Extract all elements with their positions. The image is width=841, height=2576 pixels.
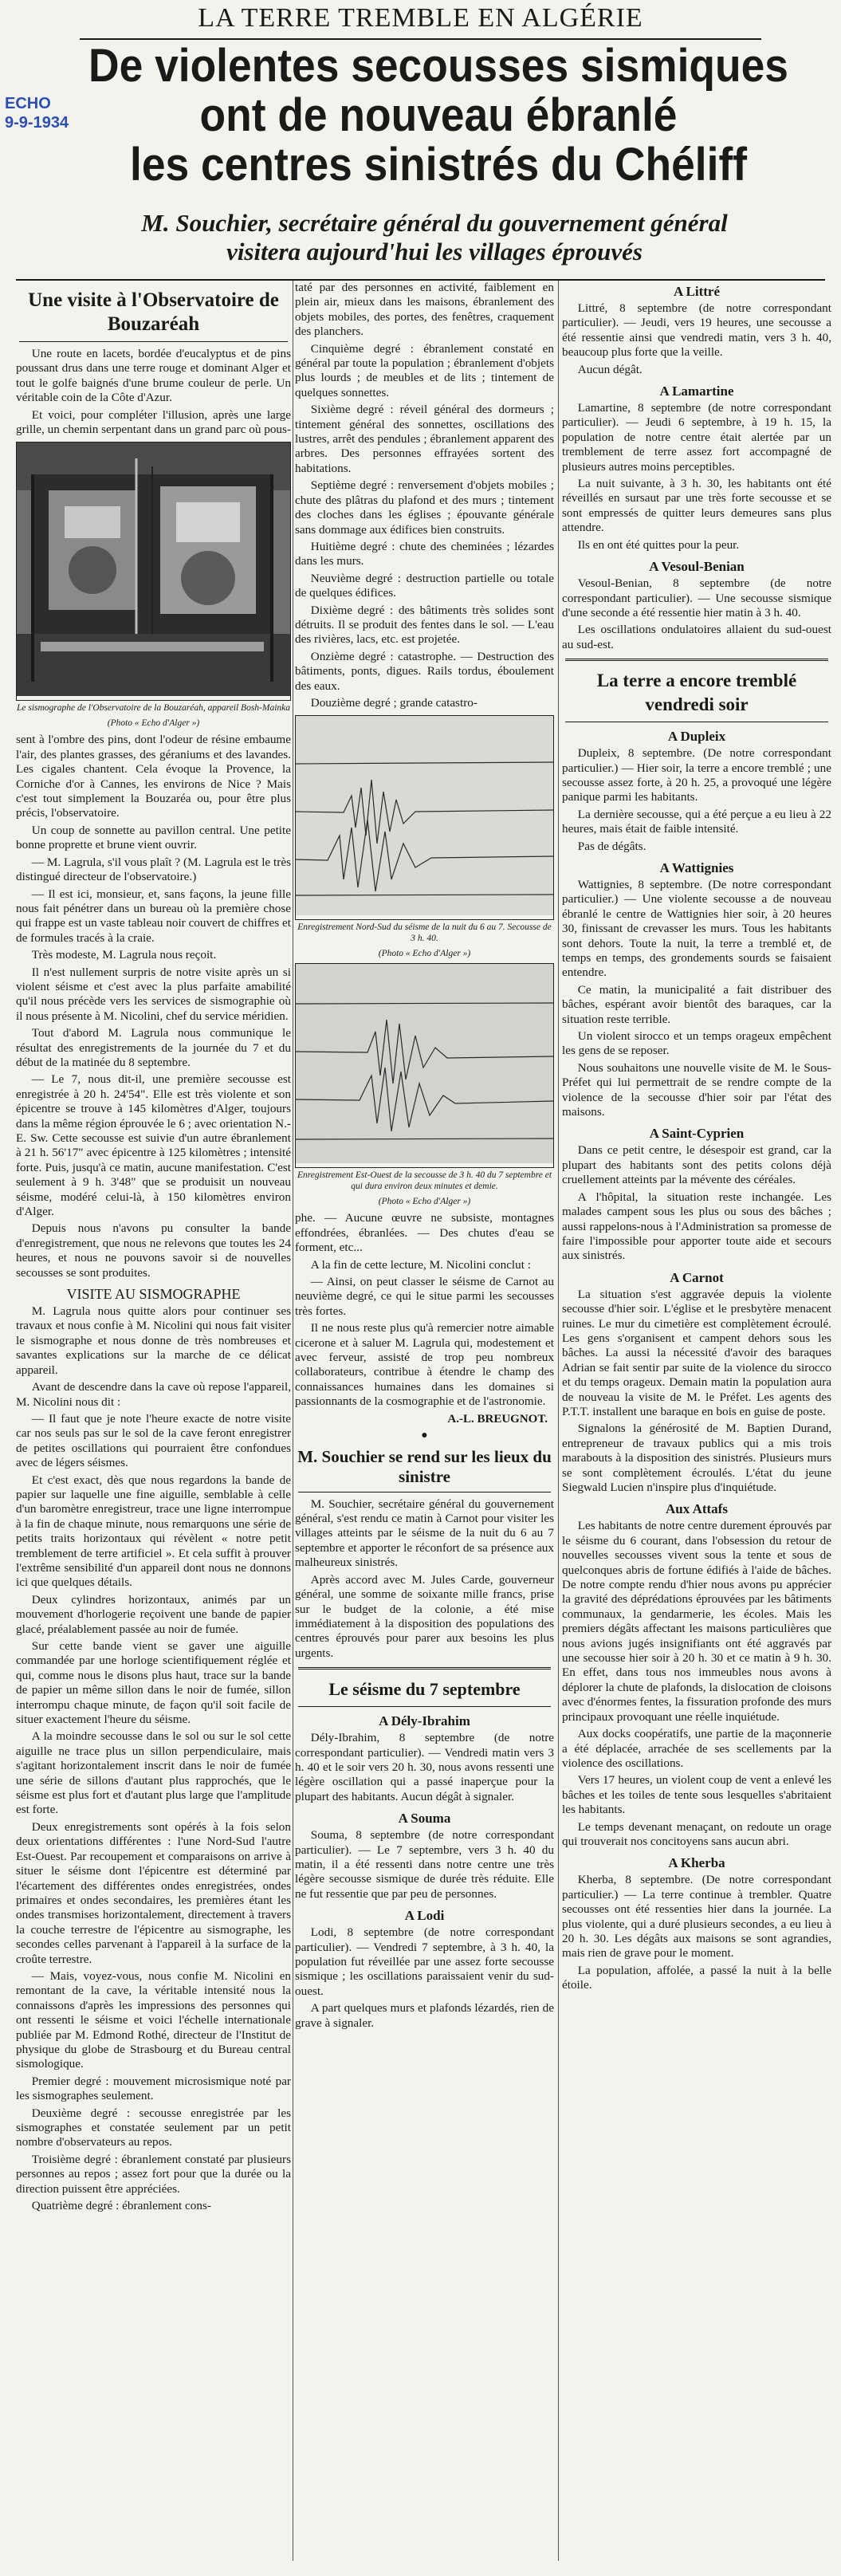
paragraph: La population, affolée, a passé la nuit à la belle étoile. bbox=[562, 1963, 831, 1992]
paragraph: Nous souhaitons une nouvelle visite de M. le Sous-Préfet qui lui permettrait de se rendre compte de la violence de la secousse d'hier soir par l'état des maisons. bbox=[562, 1060, 831, 1119]
article-heading-observatory: Une visite à l'Observatoire de Bouzaréah bbox=[28, 289, 279, 335]
stamp-date: 9-9-1934 bbox=[5, 114, 69, 132]
paragraph: Depuis nous n'avons pu consulter la bande d'enregistrement, que nous ne relevons que toutes les 24 heures, et nous ne pouvons savoir si de nouvelles secousses se sont produites. bbox=[16, 1221, 291, 1280]
paragraph: — Ainsi, on peut classer le séisme de Carnot au neuvième degré, ce qui le situe parmi les secousses très fortes. bbox=[295, 1275, 554, 1318]
paragraph: Quatrième degré : ébranlement cons- bbox=[31, 2199, 211, 2213]
paragraph: Une route en lacets, bordée d'eucalyptus et de pins poussant drus dans une terre rouge et dominant Alger et tout le golfe baignés d'une brume couleur de perle. Un véritable coin de la Côte d'Azur. bbox=[16, 347, 291, 405]
town-heading: A Kherba bbox=[668, 1855, 725, 1871]
stamp-source: ECHO bbox=[5, 95, 51, 112]
paragraph: Dixième degré : des bâtiments très solides sont détruits. Il se produit des fentes dans le sol. — L'eau des rivières, lacs, etc. est projetée. bbox=[295, 603, 554, 647]
paragraph: Pas de dégâts. bbox=[577, 839, 646, 853]
paragraph: Vesoul-Benian, 8 septembre (de notre correspondant particulier). — Une secousse sismique d'une seconde a été ressentie hier matin à 3 h. 40. bbox=[562, 576, 831, 619]
paragraph: Ils en ont été quittes pour la peur. bbox=[577, 537, 740, 552]
headline-line: De violentes secousses sismiques bbox=[88, 40, 788, 92]
section-double-rule bbox=[565, 659, 828, 661]
seismograph-photo bbox=[16, 442, 291, 701]
town-heading: A Lamartine bbox=[659, 383, 734, 399]
town-heading: A Lodi bbox=[404, 1908, 445, 1924]
deck-line: visitera aujourd'hui les villages éprouvés bbox=[226, 238, 643, 265]
deck-line: M. Souchier, secrétaire général du gouvernement général bbox=[141, 209, 728, 237]
column-2 bbox=[295, 281, 554, 2033]
paragraph: Signalons la générosité de M. Baptien Durand, entrepreneur de travaux publics qui a mis trois marabouts à la disposition des sinistrés. Plusieurs murs se sont complètement écroulés. L'état du jeune Siegwald Lucien n'inspire plus d'inquiétude. bbox=[562, 1422, 831, 1494]
subheadline bbox=[56, 209, 813, 266]
paragraph: Aucun dégât. bbox=[577, 362, 643, 376]
section-double-rule bbox=[298, 1667, 551, 1669]
paragraph: — M. Lagrula, s'il vous plaît ? (M. Lagrula est le très distingué directeur de l'observatoire.) bbox=[16, 855, 291, 884]
paragraph: Ce matin, la municipalité a fait distribuer des bâches, espérant avoir bientôt des baraques, car la situation reste terrible. bbox=[562, 982, 831, 1026]
figure-caption-ew: Enregistrement Est-Ouest de la secousse de 3 h. 40 du 7 septembre et qui dura environ deux minutes et demie. bbox=[297, 1170, 552, 1192]
paragraph: Les oscillations ondulatoires allaient du sud-ouest au sud-est. bbox=[562, 623, 831, 651]
town-heading: A Souma bbox=[398, 1811, 451, 1827]
article-heading-souchier: M. Souchier se rend sur les lieux du sinistre bbox=[297, 1446, 552, 1486]
paragraph: Cinquième degré : ébranlement constaté en général par toute la population ; ébranlement d'objets plus lourds ; de meubles et de lits ; tintement de quelques sonnettes. bbox=[295, 341, 554, 399]
paragraph: Lodi, 8 septembre (de notre correspondant particulier). — Vendredi 7 septembre, à 3 h. 40, la population fut réveillée par une assez forte secousse sismique ; les oscillations paraissaient venir du sud-ouest. bbox=[295, 1925, 554, 1998]
paragraph: phe. — Aucune œuvre ne subsiste, montagnes effondrées, ébranlées. — Des chutes d'eau se forment, etc... bbox=[295, 1211, 554, 1255]
paragraph: Kherba, 8 septembre. (De notre correspondant particulier.) — La terre continue à trembler. Quatre secousses ont été ressenties hier dans la journée. La plus violente, qui a duré plusieurs secondes, a eu lieu à 20 h. 30. Les dégâts aux maisons se sont agrandies, mais rien de grave pour le moment. bbox=[562, 1873, 831, 1961]
paragraph: Littré, 8 septembre (de notre correspondant particulier). — Jeudi, vers 19 heures, une secousse a été ressentie ainsi que vendredi matin, vers 3 h. 40, beaucoup plus forte que la veille. bbox=[562, 301, 831, 360]
paragraph: A part quelques murs et plafonds lézardés, rien de grave à signaler. bbox=[295, 2001, 554, 2030]
column-3 bbox=[562, 281, 831, 2569]
paragraph: Et voici, pour compléter l'illusion, après une large grille, un chemin serpentant dans un grand parc où pous- bbox=[16, 407, 291, 437]
paragraph: Et c'est exact, dès que nous regardons la bande de papier sur laquelle une fine aiguille, semblable à celle d'un baromètre enregistreur, trace une ligne interrompue à la fin de chaque minute, nous remarquons une série de petits traits horizontaux qui révèlent « notre petit tremblement de terre artificiel ». Et cela suffit à prouver l'extrême sensibilité d'un appareil dont nous ne donnons ici que quelques détails. bbox=[16, 1473, 291, 1590]
byline: A.-L. BREUGNOT. bbox=[447, 1412, 548, 1426]
paragraph: — Il est ici, monsieur, et, sans façons, la jeune fille nous fait pénétrer dans un bureau où la première chose qui frappe est un vaste tableau noir couvert de chiffres et de formules tracés à la craie. bbox=[16, 887, 291, 945]
heading-rule bbox=[298, 1492, 551, 1493]
paragraph: sent à l'ombre des pins, dont l'odeur de résine embaume l'air, des plantes grasses, des géraniums et des lavandes. Les cigales chantent. Cela évoque la Provence, la Corniche d'or à Cannes, les environs de Nice ? Mais c'est tout simplement la Bouzaréa ou, pour être plus précis, l'observatoire. bbox=[16, 733, 291, 820]
paragraph: Après accord avec M. Jules Carde, gouverneur général, une somme de soixante mille francs, prise sur le budget de la colonie, a été mise immédiatement à la disposition des populations des centres éprouvés pour parer aux besoins les plus urgents. bbox=[295, 1572, 554, 1660]
paragraph: Wattignies, 8 septembre. (De notre correspondant particulier.) — Une violente secousse a de nouveau ébranlé le centre de Wattignies hier soir, à 20 heures 30, finissant de crevasser les murs. Tous les habitants sont dehors. Toute la nuit, la terre a tremblé et, de temps en temps, des grondements sourds se faisaient entendre. bbox=[562, 877, 831, 980]
paragraph: Septième degré : renversement d'objets mobiles ; chute des plâtras du plafond et des murs ; tintement des cloches dans les églises ; épouvante générale sans dommage aux édifices bien construits. bbox=[295, 478, 554, 537]
headline-line: les centres sinistrés du Chéliff bbox=[129, 139, 747, 191]
town-heading: A Carnot bbox=[670, 1269, 724, 1285]
paragraph: Un violent sirocco et un temps orageux empêchent les gens de se reposer. bbox=[562, 1029, 831, 1058]
paragraph: Souma, 8 septembre (de notre correspondant particulier). — Le 7 septembre, vers 3 h. 40 du matin, il a été ressenti dans notre centre une très légère secousse sismique de durée très réduite. Elle ne fut ressentie que par peu de personnes. bbox=[295, 1828, 554, 1901]
town-heading: A Dupleix bbox=[667, 729, 726, 745]
town-heading: A Dély-Ibrahim bbox=[379, 1713, 470, 1729]
photo-credit: (Photo « Echo d'Alger ») bbox=[107, 718, 200, 729]
paragraph: Neuvième degré : destruction partielle ou totale de quelques édifices. bbox=[295, 571, 554, 600]
figure-credit-ns: (Photo « Echo d'Alger ») bbox=[378, 949, 471, 959]
paragraph: Onzième degré : catastrophe. — Destruction des bâtiments, ponts, digues. Rails tordus, éboulement des eaux. bbox=[295, 649, 554, 693]
article-heading-seisme-7: Le séisme du 7 septembre bbox=[328, 1679, 521, 1700]
paragraph: Huitième degré : chute des cheminées ; lézardes dans les murs. bbox=[295, 539, 554, 568]
paragraph: La dernière secousse, qui a été perçue a eu lieu à 22 heures, mais était de faible intensité. bbox=[562, 807, 831, 836]
figure-credit-ew: (Photo « Echo d'Alger ») bbox=[378, 1197, 471, 1207]
article-heading-vendredi: La terre a encore tremblé vendredi soir bbox=[596, 671, 797, 715]
paragraph: M. Lagrula nous quitte alors pour continuer ses travaux et nous confie à M. Nicolini qui nous fait visiter le sismographe et nous donne de très nombreuses et savantes explications sur la marche de ce délicat appareil. bbox=[16, 1304, 291, 1377]
paragraph: A la moindre secousse dans le sol ou sur le sol cette aiguille ne trace plus un sillon perpendiculaire, mais s'agitant horizontalement inscrit dans le noir de fumée une série de sillons d'autant plus rapprochés, que le séisme est plus fort et d'autant plus large que l'amplitude est forte. bbox=[16, 1729, 291, 1817]
paragraph: Lamartine, 8 septembre (de notre correspondant particulier). — Jeudi 6 septembre, à 19 h. 15, la population de notre centre était alertée par un tremblement de terre assez fort accompagné de plusieurs autres moins perceptibles. bbox=[562, 401, 831, 474]
subhead-visite-sismographe: VISITE AU SISMOGRAPHE bbox=[66, 1286, 241, 1303]
seismogram-east-west bbox=[295, 963, 554, 1168]
seismograph-photo-image bbox=[17, 442, 290, 696]
paragraph: M. Souchier, secrétaire général du gouvernement général, s'est rendu ce matin à Carnot pour visiter les villages atteints par le séisme de la nuit du 6 au 7 septembre et apporter le réconfort de sa présence aux malheureux sinistrés. bbox=[295, 1496, 554, 1570]
paragraph: — Le 7, nous dit-il, une première secousse est enregistrée à 20 h. 24'54". Elle est très violente et son épicentre se trouve à 145 kilomètres d'Alger, toujours dans la même région éprouvée le 6 ; avec orientation N.-E. Sw. Cette secousse est suivie d'un autre ébranlement à 21 h. 56'17" avec épicentre à 125 kilomètres ; intensité forte. Puis, jusqu'à ce matin, aucune manifestation. C'est seulement à 9 h. 3'48" que se produisit un nouveau séisme, modéré celui-là, à 150 kilomètres environ d'Alger. bbox=[16, 1072, 291, 1219]
photo-caption: Le sismographe de l'Observatoire de la Bouzaréah, appareil Bosh-Mainka bbox=[16, 703, 291, 714]
paragraph: Douzième degré ; grande catastro- bbox=[310, 695, 477, 710]
paragraph: Les habitants de notre centre durement éprouvés par le séisme du 6 courant, dans l'obsession du retour de nouvelles secousses vivent sous la tente et sous de quelconques abris de fortune édifiés à l'aide de bâches. De notre compte rendu d'hier nous avons pu apprécier la gravité des déprédations éprouvées par les bâtiments communaux, la gendarmerie, les écoles. Mais les premiers dégâts affectant les maisons particulières que nous avions jugés insignifiants ont été aggravés par une secousse hier soir à 20 h. 30 et ce matin à 9 h. 30. En effet, dans tous nos immeubles nous avons à déplorer la chute de plafonds, la dislocation de cloisons avec d'énormes fentes, la fissuration profonde des murs principaux provoquant une réelle inquiétude. bbox=[562, 1519, 831, 1724]
paragraph: A l'hôpital, la situation reste inchangée. Les malades campent sous les plus ou sous des bâches ; aussi rappelons-nous à l'Administration sa promesse de faire l'impossible pour apporter toute aide et secours aux sinistrés. bbox=[562, 1190, 831, 1263]
seismogram-ew-image bbox=[296, 964, 553, 1163]
paragraph: Il n'est nullement surpris de notre visite après un si violent séisme et c'est avec la plus parfaite amabilité qu'il nous précède vers les services de sismographie où il nous présente à M. Nicolini, chef du service méridien. bbox=[16, 965, 291, 1023]
seismogram-north-south bbox=[295, 715, 554, 920]
headline-line: ont de nouveau ébranlé bbox=[199, 89, 678, 141]
paragraph: Sur cette bande vient se gaver une aiguille commandée par une horloge scientifiquement réglée et qui, comme nous le disons plus haut, trace sur la bande de papier un même sillon dans le noir de fumée, sillon interrompu chaque minute, de façon qu'il soit facile de situer exactement l'heure du séisme. bbox=[16, 1639, 291, 1727]
paragraph: Troisième degré : ébranlement constaté par plusieurs personnes au repos ; assez fort pour que la durée ou la direction puissent être appréciées. bbox=[16, 2152, 291, 2196]
paragraph: Un coup de sonnette au pavillon central. Une petite bonne proprette et brune vient ouvrir. bbox=[16, 823, 291, 852]
paragraph: Deuxième degré : secousse enregistrée par les sismographes et constatée seulement par un petit nombre d'observateurs au repos. bbox=[16, 2106, 291, 2149]
seismogram-ns-image bbox=[296, 716, 553, 915]
paragraph: Tout d'abord M. Lagrula nous communique le résultat des enregistrements de la journée du 7 et du début de la matinée du 8 septembre. bbox=[16, 1026, 291, 1069]
paragraph: Dupleix, 8 septembre. (De notre correspondant particulier.) — Hier soir, la terre a encore tremblé ; une secousse assez forte, à 20 h. 25, a provoqué une légère panique parmi les habitants. bbox=[562, 746, 831, 804]
paragraph: Deux cylindres horizontaux, animés par un mouvement d'horlogerie reçoivent une bande de papier glacé, préalablement passée au noir de fumée. bbox=[16, 1592, 291, 1636]
paragraph: Très modeste, M. Lagrula nous reçoit. bbox=[31, 948, 217, 962]
column-rule bbox=[558, 281, 559, 2561]
paragraph: Aux docks coopératifs, une partie de la maçonnerie a été déplacée, arrachée de ses scellements par la violence des oscillations. bbox=[562, 1727, 831, 1770]
town-heading: A Littré bbox=[673, 284, 721, 299]
paragraph: A la fin de cette lecture, M. Nicolini conclut : bbox=[310, 1257, 531, 1272]
headline bbox=[72, 41, 805, 190]
paragraph: Le temps devenant menaçant, on redoute un orage qui trouverait nos concitoyens sans aucun abri. bbox=[562, 1819, 831, 1848]
paragraph: Deux enregistrements sont opérés à la fois selon deux orientations différentes : l'une Nord-Sud l'autre Est-Ouest. Par recoupement et comparaisons on arrive à situer le séisme dont l'épicentre est déterminé par l'écartement des différentes ondes enregistrées, ondes primaires et ondes secondaires, les premières étant les ondes transmises horizontalement, directement à travers la couche terrestre de l'épicentre au sismographe, les secondes celles parvenant à l'appareil à la surface de la croûte terrestre. bbox=[16, 1819, 291, 1966]
paragraph: Il ne nous reste plus qu'à remercier notre aimable cicerone et à saluer M. Lagrula qui, modestement et avec ferveur, assisté de trop peu nombreux collaborateurs, contribue à étendre le champ des connaissances humaines dans les domaines si passionnants de la cosmographie et de l'astronomie. bbox=[295, 1321, 554, 1409]
paragraph: Sixième degré : réveil général des dormeurs ; tintement général des sonnettes, oscillations des lustres, arrêt des pendules ; ébranlement apparent des arbres. Des personnes effrayées sortent des habitations. bbox=[295, 403, 554, 475]
paragraph: Vers 17 heures, un violent coup de vent a enlevé les bâches et les toiles de tente sous lesquelles s'abritaient les habitants. bbox=[562, 1773, 831, 1817]
paragraph: — Mais, voyez-vous, nous confie M. Nicolini en remontant de la cave, la véritable intensité nous la connaissons d'après les impressions des personnes qui ont ressenti le séisme et voici l'échelle internationale publiée par M. Edmond Rothé, directeur de l'Institut de physique du globe de Strasbourg et du Bureau central sismologique. bbox=[16, 1968, 291, 2071]
paragraph: Dans ce petit centre, le désespoir est grand, car la plupart des habitants sont des petits colons déjà cruellement atteints par la mévente des céréales. bbox=[562, 1143, 831, 1187]
column-1 bbox=[16, 281, 291, 2216]
heading-rule bbox=[298, 1706, 551, 1707]
paragraph: taté par des personnes en activité, faiblement en plein air, mieux dans les maisons, ébranlement des objets mobiles, des portes, des fenêtres, craquement des planchers. bbox=[295, 281, 554, 339]
paragraph: La nuit suivante, à 3 h. 30, les habitants ont été réveillés en sursaut par une très forte secousse et se sont empressés de quitter leurs demeures sans plus attendre. bbox=[562, 477, 831, 535]
separator-glyph: ● bbox=[421, 1429, 428, 1441]
town-heading: A Wattignies bbox=[659, 859, 734, 875]
town-heading: A Vesoul-Benian bbox=[649, 559, 745, 575]
section-rubric: LA TERRE TREMBLE EN ALGÉRIE bbox=[198, 3, 643, 33]
paragraph: Premier degré : mouvement microsismique noté par les sismographes seulement. bbox=[16, 2074, 291, 2103]
paragraph: La situation s'est aggravée depuis la violente secousse d'hier soir. L'église et le presbytère menacent ruines. Le mur du cimetière est complètement écroulé. Les gens s'organisent et campent dehors sous les bâches. La aussi la nécessité d'avoir des baraques Adrian se fait sentir par suite de la violence du sirocco et du temps orageux. Demain matin la population aura de nouveau la visite de M. le Préfet. Les agents des P.T.T. installent une baraque en bois en guise de poste. bbox=[562, 1287, 831, 1418]
paragraph: — Il faut que je note l'heure exacte de notre visite car nos seuls pas sur le sol de la cave feront enregistrer de petites oscillations qui pourraient être confondues avec de légers séismes. bbox=[16, 1411, 291, 1470]
town-heading: A Saint-Cyprien bbox=[649, 1126, 745, 1142]
figure-caption-ns: Enregistrement Nord-Sud du séisme de la nuit du 6 au 7. Secousse de 3 h. 40. bbox=[297, 922, 552, 944]
heading-rule bbox=[19, 341, 288, 342]
town-heading: Aux Attafs bbox=[666, 1501, 728, 1517]
paragraph: Avant de descendre dans la cave où repose l'appareil, M. Nicolini nous dit : bbox=[16, 1380, 291, 1409]
archive-stamp bbox=[5, 94, 69, 132]
paragraph: Dély-Ibrahim, 8 septembre (de notre correspondant particulier). — Vendredi matin vers 3 h. 40 et le soir vers 20 h. 30, nous avons ressenti une légère oscillation qui a passé inaperçue pour la plupart des habitants. Aucun dégât à signaler. bbox=[295, 1731, 554, 1803]
